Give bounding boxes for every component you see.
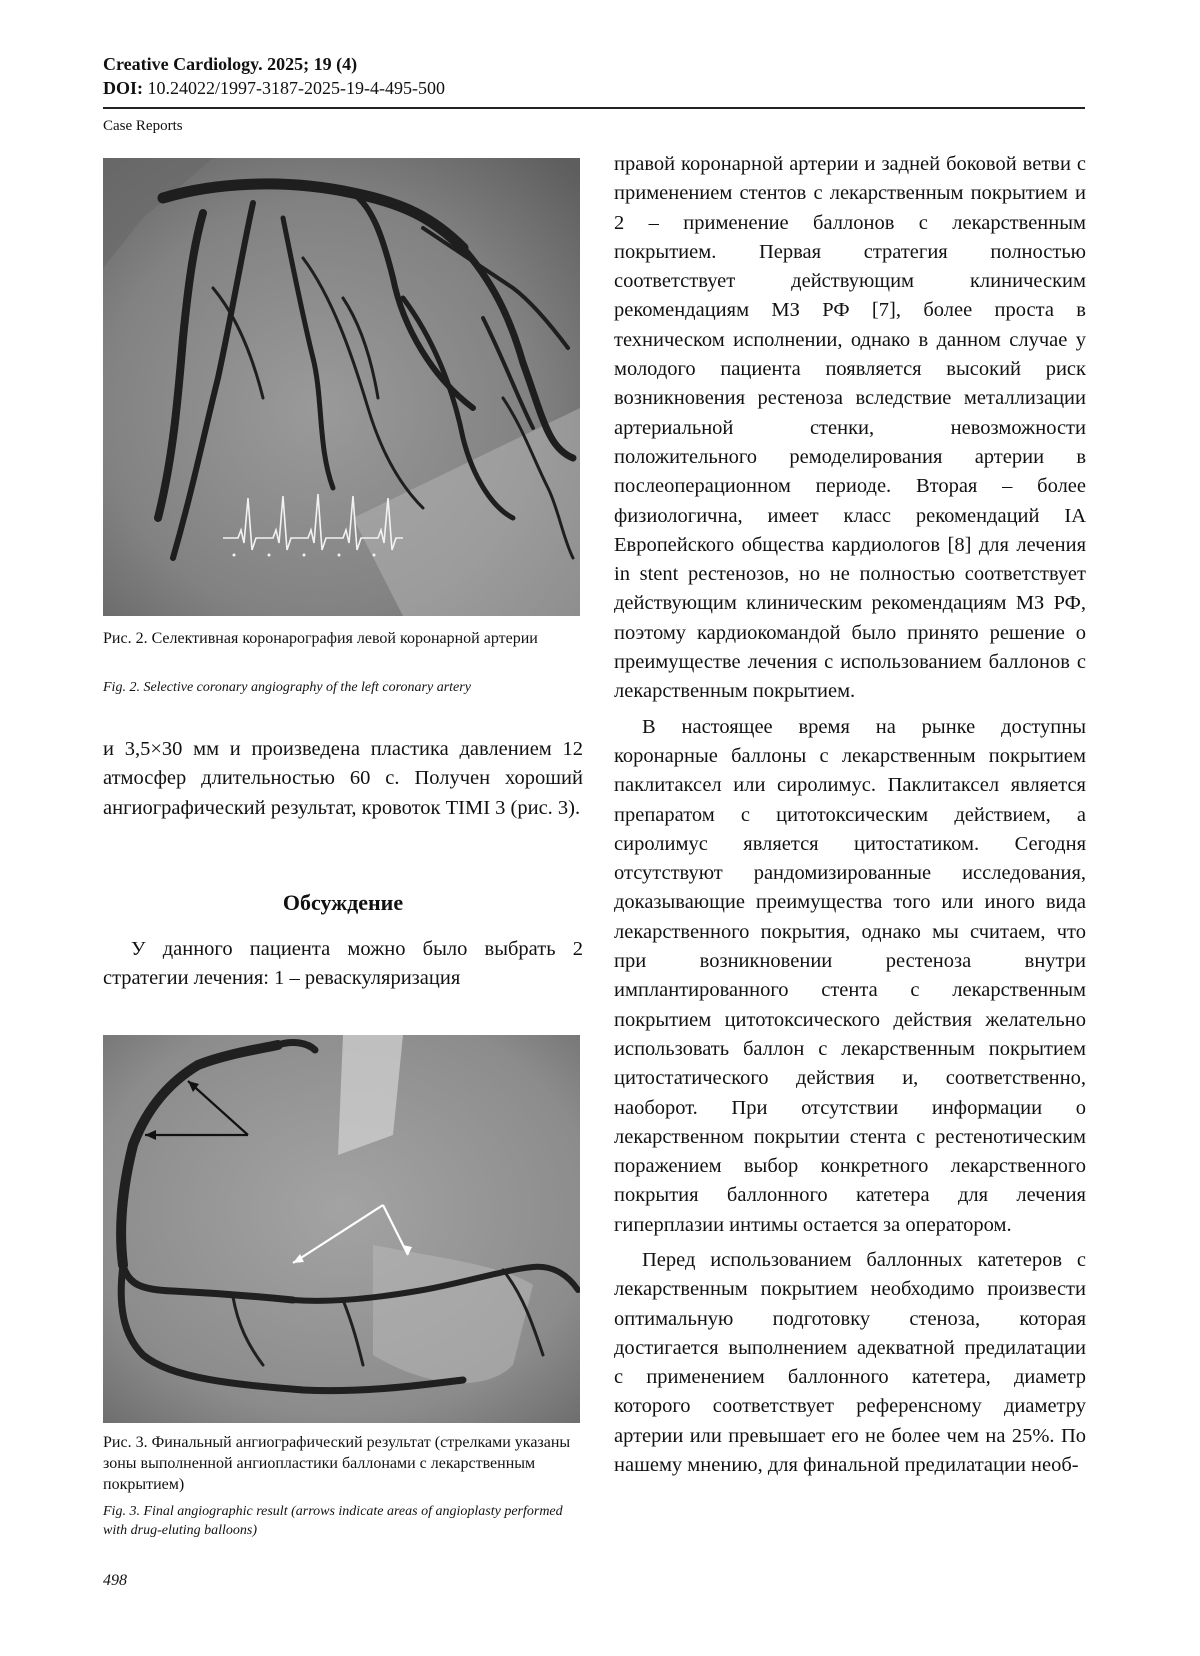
paragraph: В настоящее время на рынке доступны коронарные баллоны с лекарственным покрытием паклитаксел или сиролимус. Паклитаксел является препаратом с цитотоксическим действием, а сиролимус является цитостатиком. Сегодня отсутствуют рандомизированные исследования, доказывающие преимущества того или иного вида лекарственного покрытия, однако мы считаем, что при возникновении рестеноза внутри имплантированного стента с лекарственным покрытием цитотоксического действия желательно использовать баллон с лекарственным покрытием цитостатического действия и, соответственно, наоборот. При отсутствии информации о лекарственном покрытии стента с рестенотическим поражением выбор конкретного лекарственного покрытия баллонного катетера для лечения гиперплазии интимы остается за оператором. — [614, 713, 1086, 1240]
doi-label: DOI: — [103, 78, 143, 98]
figure-2-caption-en: Fig. 2. Selective coronary angiography of the left coronary artery — [103, 678, 583, 697]
page-number: 498 — [103, 1572, 127, 1590]
paragraph: У данного пациента можно было выбрать 2 стратегии лечения: 1 – реваскуляризация — [103, 935, 583, 994]
figure-2-caption-ru: Рис. 2. Селективная коронарография левой коронарной артерии — [103, 628, 583, 649]
paragraph: Перед использованием баллонных катетеров с лекарственным покрытием необходимо произвести оптимальную подготовку стеноза, которая достигается выполнением адекватной предилатации с применением баллонного катетера, диаметр которого соответствует референсному диаметру артерии или превышает его не более чем на 25%. По нашему мнению, для финальной предилатации необ- — [614, 1246, 1086, 1480]
figure-2-image — [103, 158, 580, 616]
page-header — [103, 52, 1085, 100]
doi-value: 10.24022/1997-3187-2025-19-4-495-500 — [148, 78, 445, 98]
header-rule — [103, 107, 1085, 109]
doi-line — [103, 76, 1085, 100]
journal-title: Creative Cardiology. 2025; 19 (4) — [103, 52, 1085, 76]
left-column-continuation — [103, 735, 583, 823]
figure-3-caption-ru: Рис. 3. Финальный ангиографический результат (стрелками указаны зоны выполненной ангиопластики баллонами с лекарственным покрытием) — [103, 1432, 583, 1495]
paragraph: правой коронарной артерии и задней боковой ветви с применением стентов с лекарственным покрытием и 2 – применение баллонов с лекарственным покрытием. Первая стратегия полностью соответствует действующим клиническим рекомендациям МЗ РФ [7], более проста в техническом исполнении, однако в данном случае у молодого пациента появляется высокий риск возникновения рестеноза вследствие металлизации артериальной стенки, невозможности положительного ремоделирования артерии в послеоперационном периоде. Вторая – более физиологична, имеет класс рекомендаций IA Европейского общества кардиологов [8] для лечения in stent рестенозов, но не полностью соответствует действующим клиническим рекомендациям МЗ РФ, поэтому кардиокомандой было принято решение о преимуществе лечения с использованием баллонов с лекарственным покрытием. — [614, 150, 1086, 707]
section-label: Case Reports — [103, 116, 183, 136]
discussion-intro — [103, 935, 583, 994]
figure-3-caption-en: Fig. 3. Final angiographic result (arrows indicate areas of angioplasty performed with drug-eluting balloons) — [103, 1502, 583, 1540]
figure-3-image — [103, 1035, 580, 1423]
paragraph: и 3,5×30 мм и произведена пластика давлением 12 атмосфер длительностью 60 с. Получен хороший ангиографический результат, кровоток TIMI 3 (рис. 3). — [103, 735, 583, 823]
figure-3-angiogram — [103, 1035, 580, 1423]
right-column — [614, 150, 1086, 1486]
section-heading-discussion: Обсуждение — [103, 888, 583, 918]
figure-2-angiogram — [103, 158, 580, 616]
